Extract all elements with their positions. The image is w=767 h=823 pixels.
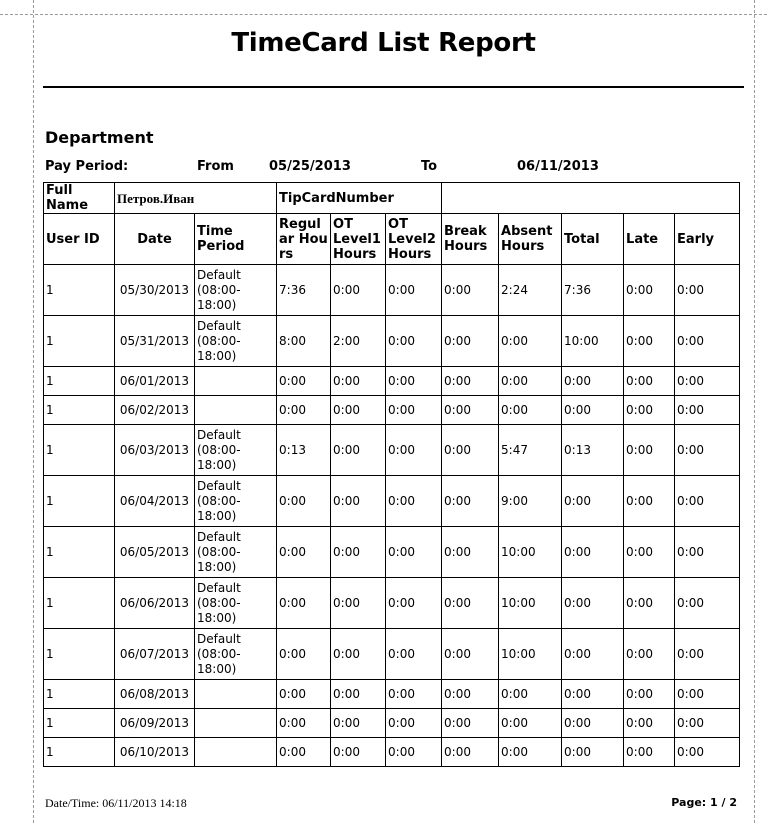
cell-absent-hours: 10:00 [499, 527, 562, 578]
cell-date: 06/10/2013 [115, 738, 195, 767]
cell-regular-hours: 0:00 [277, 578, 331, 629]
cell-break-hours: 0:00 [442, 396, 499, 425]
table-body [44, 265, 740, 767]
cell-ot-level1: 2:00 [331, 316, 386, 367]
cell-early: 0:00 [675, 316, 740, 367]
cell-user-id: 1 [44, 396, 115, 425]
cell-user-id: 1 [44, 367, 115, 396]
cell-break-hours: 0:00 [442, 265, 499, 316]
cell-regular-hours: 0:00 [277, 476, 331, 527]
cell-late: 0:00 [624, 425, 675, 476]
cell-early: 0:00 [675, 709, 740, 738]
col-total: Total [562, 214, 624, 265]
cell-regular-hours: 0:00 [277, 396, 331, 425]
to-date: 06/11/2013 [517, 159, 599, 174]
cell-ot-level2: 0:00 [386, 265, 442, 316]
cell-total: 0:00 [562, 396, 624, 425]
cell-break-hours: 0:00 [442, 578, 499, 629]
cell-early: 0:00 [675, 629, 740, 680]
cell-early: 0:00 [675, 680, 740, 709]
cell-total: 0:00 [562, 629, 624, 680]
cell-date: 05/31/2013 [115, 316, 195, 367]
cell-regular-hours: 0:00 [277, 680, 331, 709]
cell-time-period: Default (08:00-18:00) [195, 316, 277, 367]
cell-ot-level1: 0:00 [331, 265, 386, 316]
cell-absent-hours: 0:00 [499, 680, 562, 709]
cell-absent-hours: 0:00 [499, 738, 562, 767]
cell-absent-hours: 9:00 [499, 476, 562, 527]
cell-absent-hours: 10:00 [499, 578, 562, 629]
cell-absent-hours: 0:00 [499, 396, 562, 425]
cell-total: 0:13 [562, 425, 624, 476]
tipcard-value [442, 183, 740, 214]
cell-early: 0:00 [675, 367, 740, 396]
cell-total: 7:36 [562, 265, 624, 316]
cell-break-hours: 0:00 [442, 476, 499, 527]
cell-early: 0:00 [675, 527, 740, 578]
cell-late: 0:00 [624, 578, 675, 629]
col-user-id: User ID [44, 214, 115, 265]
cell-ot-level2: 0:00 [386, 367, 442, 396]
cell-late: 0:00 [624, 367, 675, 396]
col-ot-level1: OT Level1 Hours [331, 214, 386, 265]
cell-ot-level2: 0:00 [386, 629, 442, 680]
table-row [44, 680, 740, 709]
table-row [44, 629, 740, 680]
report-title: TimeCard List Report [231, 28, 536, 58]
cell-early: 0:00 [675, 476, 740, 527]
cell-user-id: 1 [44, 629, 115, 680]
cell-date: 05/30/2013 [115, 265, 195, 316]
cell-time-period: Default (08:00-18:00) [195, 527, 277, 578]
cell-regular-hours: 0:00 [277, 527, 331, 578]
cell-late: 0:00 [624, 629, 675, 680]
cell-total: 10:00 [562, 316, 624, 367]
cell-ot-level1: 0:00 [331, 425, 386, 476]
cell-regular-hours: 0:00 [277, 367, 331, 396]
title-divider [43, 86, 744, 88]
col-absent-hours: Absent Hours [499, 214, 562, 265]
cell-late: 0:00 [624, 680, 675, 709]
cell-time-period [195, 709, 277, 738]
full-name-value: Петров.Иван [115, 183, 277, 214]
cell-date: 06/09/2013 [115, 709, 195, 738]
cell-ot-level1: 0:00 [331, 367, 386, 396]
cell-break-hours: 0:00 [442, 629, 499, 680]
cell-total: 0:00 [562, 367, 624, 396]
cell-ot-level1: 0:00 [331, 476, 386, 527]
cell-late: 0:00 [624, 738, 675, 767]
margin-guide-right [754, 0, 755, 823]
cell-user-id: 1 [44, 265, 115, 316]
cell-time-period: Default (08:00-18:00) [195, 425, 277, 476]
cell-break-hours: 0:00 [442, 680, 499, 709]
col-early: Early [675, 214, 740, 265]
cell-time-period [195, 680, 277, 709]
cell-early: 0:00 [675, 425, 740, 476]
cell-ot-level2: 0:00 [386, 680, 442, 709]
col-ot-level2: OT Level2 Hours [386, 214, 442, 265]
col-regular-hours: Regular Hours [277, 214, 331, 265]
table-row [44, 476, 740, 527]
cell-time-period: Default (08:00-18:00) [195, 578, 277, 629]
cell-break-hours: 0:00 [442, 425, 499, 476]
cell-ot-level2: 0:00 [386, 316, 442, 367]
cell-absent-hours: 0:00 [499, 709, 562, 738]
cell-late: 0:00 [624, 396, 675, 425]
col-break-hours: Break Hours [442, 214, 499, 265]
department-label: Department [45, 128, 154, 147]
cell-break-hours: 0:00 [442, 316, 499, 367]
footer-datetime: Date/Time: 06/11/2013 14:18 [45, 796, 187, 810]
table-row [44, 425, 740, 476]
cell-ot-level2: 0:00 [386, 425, 442, 476]
cell-ot-level2: 0:00 [386, 738, 442, 767]
cell-date: 06/03/2013 [115, 425, 195, 476]
table-row [44, 367, 740, 396]
cell-ot-level1: 0:00 [331, 680, 386, 709]
cell-date: 06/01/2013 [115, 367, 195, 396]
cell-break-hours: 0:00 [442, 738, 499, 767]
margin-guide-left [33, 0, 34, 823]
cell-ot-level2: 0:00 [386, 476, 442, 527]
cell-early: 0:00 [675, 265, 740, 316]
cell-regular-hours: 0:13 [277, 425, 331, 476]
cell-time-period: Default (08:00-18:00) [195, 265, 277, 316]
cell-late: 0:00 [624, 316, 675, 367]
cell-regular-hours: 7:36 [277, 265, 331, 316]
cell-absent-hours: 2:24 [499, 265, 562, 316]
cell-early: 0:00 [675, 578, 740, 629]
cell-total: 0:00 [562, 709, 624, 738]
from-label: From [197, 159, 234, 174]
pay-period-label: Pay Period: [45, 159, 129, 174]
cell-user-id: 1 [44, 476, 115, 527]
timecard-table [43, 182, 740, 767]
cell-ot-level1: 0:00 [331, 396, 386, 425]
cell-date: 06/07/2013 [115, 629, 195, 680]
cell-date: 06/04/2013 [115, 476, 195, 527]
cell-regular-hours: 0:00 [277, 629, 331, 680]
cell-ot-level2: 0:00 [386, 396, 442, 425]
cell-absent-hours: 5:47 [499, 425, 562, 476]
cell-time-period [195, 396, 277, 425]
cell-ot-level1: 0:00 [331, 578, 386, 629]
cell-early: 0:00 [675, 738, 740, 767]
cell-late: 0:00 [624, 527, 675, 578]
cell-absent-hours: 0:00 [499, 367, 562, 396]
cell-date: 06/05/2013 [115, 527, 195, 578]
from-date: 05/25/2013 [269, 159, 351, 174]
footer-page-number: Page: 1 / 2 [671, 796, 737, 809]
cell-total: 0:00 [562, 527, 624, 578]
cell-date: 06/06/2013 [115, 578, 195, 629]
cell-total: 0:00 [562, 476, 624, 527]
cell-early: 0:00 [675, 396, 740, 425]
table-row [44, 265, 740, 316]
tipcard-label: TipCardNumber [277, 183, 442, 214]
cell-ot-level1: 0:00 [331, 709, 386, 738]
cell-time-period [195, 367, 277, 396]
cell-break-hours: 0:00 [442, 367, 499, 396]
cell-date: 06/08/2013 [115, 680, 195, 709]
cell-ot-level2: 0:00 [386, 527, 442, 578]
table-row [44, 316, 740, 367]
cell-user-id: 1 [44, 709, 115, 738]
column-header-row [44, 214, 740, 265]
margin-guide-top [0, 14, 767, 15]
cell-time-period: Default (08:00-18:00) [195, 629, 277, 680]
to-label: To [421, 159, 438, 174]
table-row [44, 709, 740, 738]
cell-user-id: 1 [44, 425, 115, 476]
col-time-period: Time Period [195, 214, 277, 265]
cell-user-id: 1 [44, 578, 115, 629]
cell-break-hours: 0:00 [442, 709, 499, 738]
cell-absent-hours: 10:00 [499, 629, 562, 680]
cell-ot-level1: 0:00 [331, 629, 386, 680]
cell-date: 06/02/2013 [115, 396, 195, 425]
cell-ot-level2: 0:00 [386, 709, 442, 738]
cell-total: 0:00 [562, 680, 624, 709]
cell-user-id: 1 [44, 738, 115, 767]
table-row [44, 738, 740, 767]
table-row [44, 578, 740, 629]
cell-time-period: Default (08:00-18:00) [195, 476, 277, 527]
full-name-label: Full Name [44, 183, 115, 214]
cell-ot-level1: 0:00 [331, 738, 386, 767]
cell-absent-hours: 0:00 [499, 316, 562, 367]
cell-late: 0:00 [624, 265, 675, 316]
cell-user-id: 1 [44, 316, 115, 367]
cell-late: 0:00 [624, 476, 675, 527]
cell-break-hours: 0:00 [442, 527, 499, 578]
cell-total: 0:00 [562, 578, 624, 629]
table-row [44, 396, 740, 425]
cell-time-period [195, 738, 277, 767]
employee-info-row [44, 183, 740, 214]
cell-regular-hours: 8:00 [277, 316, 331, 367]
col-date: Date [115, 214, 195, 265]
col-late: Late [624, 214, 675, 265]
cell-late: 0:00 [624, 709, 675, 738]
cell-ot-level2: 0:00 [386, 578, 442, 629]
cell-ot-level1: 0:00 [331, 527, 386, 578]
table-row [44, 527, 740, 578]
cell-user-id: 1 [44, 680, 115, 709]
cell-regular-hours: 0:00 [277, 709, 331, 738]
cell-user-id: 1 [44, 527, 115, 578]
cell-regular-hours: 0:00 [277, 738, 331, 767]
cell-total: 0:00 [562, 738, 624, 767]
